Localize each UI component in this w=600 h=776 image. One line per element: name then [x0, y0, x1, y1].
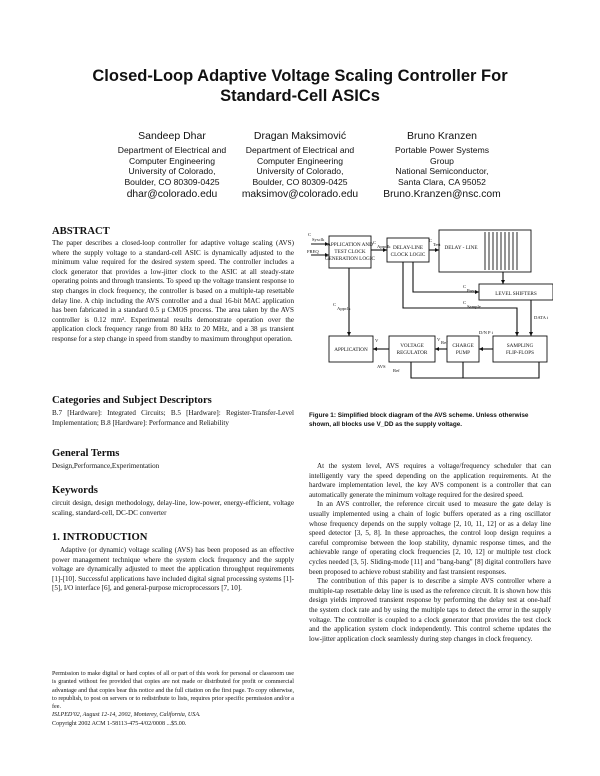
delay-clock-label-2: CLOCK LOGIC [390, 252, 426, 258]
keywords-section [52, 484, 294, 518]
signal-test: Test [433, 242, 441, 247]
right-paragraph-1: At the system level, AVS requires a voltage/frequency scheduler that can intelligently vary the speed depending on the application requirements. At the hardware implementation level, the key AVS component is a controller that can automatically generate the minimum voltage required for the desired speed. [309, 462, 551, 499]
author-affiliation-line: Boulder, CO 80309-0425 [124, 176, 220, 187]
introduction-text: Adaptive (or dynamic) voltage scaling (AVS) has been proposed as an effective power management technique where the system clock frequency and the supply voltage are dynamically adjusted to meet the application throughput requirements [1]-[10]. Successful applications have included digital signal processing systems [1]-[5], I/O interface [6], and general-purpose microprocessors [7, 10]. [52, 546, 294, 593]
voltage-regulator-block [389, 336, 435, 362]
signal-dnp-i: D/N P i [479, 330, 493, 335]
permission-block [52, 670, 294, 728]
terms-text: Design,Performance,Experimentation [52, 462, 160, 470]
abstract-text: The paper describes a closed-loop controller for adaptive voltage scaling (AVS) where the supply voltage to a standard-cell ASIC is dynamically adjusted to the minimum value required for the desired system speed. The controller includes a clock generator that provides a low-jitter clock to the ASIC at all steady-state operating points and through transients. To speed up the voltage transient response to step changes in clock frequency, the controller is based on a multiple-tap resettable delay line. A chip including the AVS controller and a dual 16-bit MAC application has been fabricated in a standard 0.5 μ CMOS process. The area taken by the AVS controller is 0.12 mm². Experimental results demonstrate operation over the application clock frequency range from 80 kHz to 20 MHz, and a 38 μs transient response for a step change in speed from standby to maximum throughput operation. [52, 239, 294, 343]
flipflops-label-2: FLIP-FLOPS [506, 350, 534, 356]
author-affiliation-line: Santa Clara, CA 95052 [398, 176, 486, 187]
author-affiliation-line: University of Colorado, [256, 166, 344, 176]
signal-c-sysclk-prefix: C [308, 232, 312, 237]
right-body-text [309, 462, 551, 644]
signal-c-test-prefix: C [429, 238, 433, 243]
signal-prec: Prec [467, 288, 476, 293]
signal-appclk-top: Appclk [377, 244, 391, 249]
abstract-heading: ABSTRACT [52, 226, 110, 237]
regulator-label-2: REGULATOR [396, 350, 428, 356]
conference-venue: ISLPED'02, August 12-14, 2002, Monterey, California, USA. [52, 712, 201, 719]
keywords-text: circuit design, design methodology, delay-line, low-power, energy-efficient, voltage scaling, standard-cell, DC-DC converter [52, 499, 294, 517]
permission-notice: Permission to make digital or hard copies of all or part of this work for personal or classroom use is granted without fee provided that copies are not made or distributed for profit or commercial advantage and that copies bear this notice and the full citation on the first page. To copy otherwise, to republish, to post on servers or to redistribute to lists, requires prior specific permission and/or a fee. [52, 671, 294, 711]
flipflops-label-1: SAMPLING [506, 343, 534, 349]
author-name: Sandeep Dhar [138, 130, 206, 142]
signal-v-ref-prefix: V [437, 337, 441, 342]
signal-v-avs: AVS [377, 364, 386, 369]
author-affiliation-line: Computer Engineering [257, 155, 343, 166]
author-name: Bruno Kranzen [406, 130, 478, 142]
title-line-1: Closed-Loop Adaptive Voltage Scaling Controller For [92, 67, 508, 85]
charge-pump-label-1: CHARGE [452, 343, 474, 349]
terms-heading: General Terms [52, 448, 120, 459]
signal-v-avs-prefix: V [375, 338, 379, 343]
clockgen-label-3: GENERATION LOGIC [325, 256, 375, 262]
copyright-notice: Copyright 2002 ACM 1-58113-475-4/02/0008 ...$5.00. [52, 720, 187, 727]
introduction-heading: 1. INTRODUCTION [52, 532, 148, 543]
signal-data-i: DATA i [534, 315, 549, 320]
figure-caption [309, 411, 551, 429]
figure-caption-text: Figure 1: Simplified block diagram of the AVS scheme. Unless otherwise shown, all blocks use V_DD as the supply voltage. [309, 412, 529, 428]
paper-title [40, 66, 560, 106]
author-email: dhar@colorado.edu [126, 189, 218, 200]
delay-line-label: DELAY - LINE [444, 245, 478, 251]
avs-block-diagram [303, 222, 553, 410]
author-name: Dragan Maksimović [253, 130, 347, 142]
author-block-3 [352, 130, 532, 201]
categories-text: B.7 [Hardware]: Integrated Circuits; B.5 [Hardware]: Register-Transfer-Level Implementation; B.8 [Hardware]: Performance and Reliability [52, 409, 294, 427]
introduction-section [52, 531, 294, 594]
clockgen-label-1: APPLICATION AND [327, 242, 373, 248]
signal-sample: Sample [467, 304, 481, 309]
author-email: Bruno.Kranzen@nsc.com [383, 189, 501, 200]
author-affiliation-line: National Semiconductor, [395, 166, 489, 176]
author-affiliation-line: Department of Electrical and [245, 145, 355, 155]
signal-v-ref: Ref [441, 340, 448, 345]
author-affiliation-line: Boulder, CO 80309-0425 [252, 176, 348, 187]
signal-freq: FREQ [307, 249, 319, 254]
signal-c-appclk-prefix: C [333, 302, 337, 307]
keywords-heading: Keywords [52, 485, 98, 496]
clockgen-label-2: TEST CLOCK [334, 249, 366, 255]
categories-heading: Categories and Subject Descriptors [52, 395, 212, 406]
title-line-2: Standard-Cell ASICs [220, 87, 380, 105]
author-affiliation-line: Computer Engineering [129, 155, 215, 166]
author-affiliation-line: Portable Power Systems [394, 145, 490, 155]
sampling-flipflops-block [493, 336, 547, 362]
application-label: APPLICATION [334, 347, 368, 353]
level-shifters-label: LEVEL SHIFTERS [495, 291, 537, 297]
right-paragraph-2: In an AVS controller, the reference circuit used to measure the gate delay is usually implemented using a chain of logic buffers operated as a ring oscillator whose frequency depends on the supply voltage [2, 10, 11, 12] or as a delay line speed detector [3, 5, 8]. In these approaches, the control loop design requires a careful compromise between the loop stability, dynamic response times, and the achievable range of operating clock frequencies [2, 10, 12] or multiple test clock cycles needed [3, 5]. Sliding-mode [11] and "bang-bang" [8] digital controllers have been proposed to achieve robust stability and fast transient responses. [309, 500, 551, 576]
terms-section [52, 447, 294, 472]
charge-pump-block [447, 336, 479, 362]
signal-c-sample-prefix: C [463, 300, 467, 305]
abstract-section [52, 225, 294, 345]
author-email: maksimov@colorado.edu [241, 189, 359, 200]
regulator-label-1: VOLTAGE [400, 343, 424, 349]
author-affiliation-line: University of Colorado, [128, 166, 216, 176]
delay-clock-label-1: DELAY-LINE [392, 245, 424, 251]
signal-appclk: Appclk [337, 306, 351, 311]
signal-v-ref-bottom: Ref [393, 368, 400, 373]
charge-pump-label-2: PUMP [455, 350, 471, 356]
categories-section [52, 394, 294, 428]
right-paragraph-3: The contribution of this paper is to describe a simple AVS controller where a multiple-tap resettable delay line is used as the reference circuit. It is shown how this design yields improved transient response by performing the delay test at one-half the system clock rate and by using the multiple taps to detect the error in the supply voltage. The controller is coupled to a clock generator that provides the test clock and the application system clock independently. This control scheme updates the low-jitter application clock seamlessly during step changes in clock frequency. [309, 577, 551, 643]
signal-sysclk: Sysclk [312, 237, 325, 242]
signal-c-appclk-top-prefix: C [373, 240, 377, 245]
author-affiliation-line: Group [430, 155, 454, 166]
signal-c-prec-prefix: C [463, 284, 467, 289]
author-affiliation-line: Department of Electrical and [117, 145, 227, 155]
